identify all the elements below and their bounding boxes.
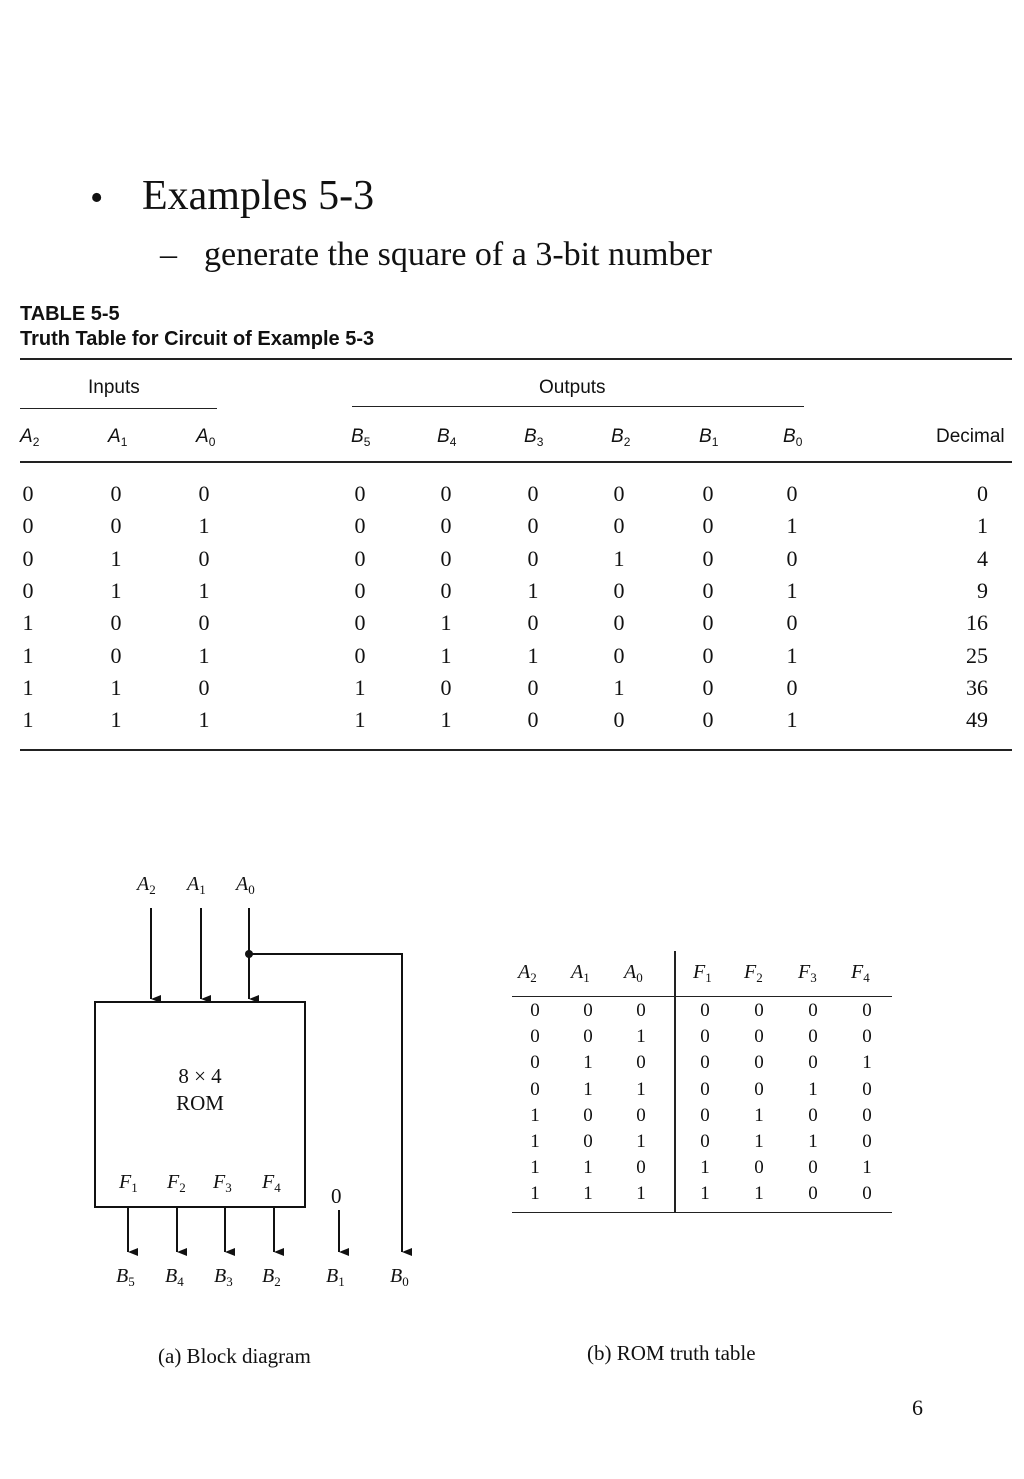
rom-output-label-f3: $F_3$ <box>213 1171 232 1195</box>
col-header-a1: $A_1$ <box>108 426 128 449</box>
rom-table-cell: 1 <box>583 1183 593 1205</box>
page-number: 6 <box>912 1395 923 1420</box>
rom-table-cell: 0 <box>754 1000 764 1021</box>
table-cell: 0 <box>440 545 452 571</box>
table-cell: 1 <box>527 577 539 603</box>
decimal-cell: 9 <box>977 577 988 603</box>
input-label-a2: $A_2$ <box>137 873 156 897</box>
table-cell: 0 <box>702 481 714 506</box>
table-cell: 1 <box>786 707 798 733</box>
rom-table-cell: 0 <box>700 1026 710 1048</box>
inputs-group-rule <box>20 408 217 409</box>
table-cell: 0 <box>702 513 714 539</box>
bullet-title: Examples 5-3 <box>142 173 375 219</box>
decimal-cell: 36 <box>966 674 988 700</box>
table-cell: 0 <box>110 481 122 506</box>
table-cell: 0 <box>702 610 714 636</box>
rom-table-cell: 0 <box>808 1157 818 1179</box>
rom-table-cell: 0 <box>700 1131 710 1152</box>
rom-table-cell: 0 <box>862 1131 872 1152</box>
rom-table-cell: 1 <box>636 1183 646 1205</box>
sub-bullet-marker: – <box>160 236 177 273</box>
rom-table-cell: 0 <box>808 1104 818 1126</box>
rom-bottom-rule <box>512 1212 892 1213</box>
rom-table-cell: 0 <box>808 1000 818 1021</box>
table-cell: 0 <box>613 513 625 539</box>
rom-table-cell: 0 <box>754 1157 764 1179</box>
decimal-cell: 4 <box>977 545 988 571</box>
rom-output-label-f2: $F_2$ <box>167 1171 186 1195</box>
table-cell: 0 <box>110 642 122 668</box>
table-cell: 1 <box>440 642 452 668</box>
rom-header-rule <box>512 996 892 997</box>
table-cell: 1 <box>354 707 366 733</box>
table-number: TABLE 5-5 <box>20 303 120 325</box>
bullet-marker: • <box>90 177 104 219</box>
table-cell: 0 <box>527 481 539 506</box>
rom-table-cell: 0 <box>530 1026 540 1048</box>
table-cell: 0 <box>22 481 34 506</box>
table-cell: 1 <box>22 610 34 636</box>
table-cell: 0 <box>786 545 798 571</box>
rom-table-cell: 0 <box>700 1078 710 1100</box>
table-bottom-rule <box>20 749 1012 751</box>
output-label-b4: $B_4$ <box>165 1265 184 1289</box>
table-cell: 0 <box>22 577 34 603</box>
decimal-cell: 49 <box>966 707 988 733</box>
table-cell: 0 <box>198 674 210 700</box>
rom-col-header-a2: $A_2$ <box>518 961 537 985</box>
inputs-group-header: Inputs <box>88 377 140 398</box>
rom-label <box>160 1063 240 1117</box>
rom-table-cell: 1 <box>862 1052 872 1074</box>
table-cell: 1 <box>354 674 366 700</box>
rom-table-cell: 0 <box>530 1052 540 1074</box>
col-header-b5: $B_5$ <box>351 426 371 449</box>
table-cell: 1 <box>110 707 122 733</box>
table-cell: 0 <box>354 513 366 539</box>
table-cell: 0 <box>702 642 714 668</box>
rom-col-header-a0: $A_0$ <box>624 961 643 985</box>
table-cell: 0 <box>702 707 714 733</box>
col-header-b2: $B_2$ <box>611 426 631 449</box>
table-caption: Truth Table for Circuit of Example 5-3 <box>20 328 375 350</box>
col-header-a0: $A_0$ <box>196 426 216 449</box>
rom-table-cell: 0 <box>700 1052 710 1074</box>
rom-col-header-a1: $A_1$ <box>571 961 590 985</box>
rom-table-cell: 1 <box>583 1157 593 1179</box>
rom-table-divider <box>674 951 676 1213</box>
table-cell: 1 <box>786 577 798 603</box>
input-label-a0: $A_0$ <box>236 873 255 897</box>
table-top-rule <box>20 358 1012 360</box>
decimal-cell: 25 <box>966 642 988 668</box>
table-cell: 0 <box>440 577 452 603</box>
col-header-b4: $B_4$ <box>437 426 457 449</box>
rom-table-cell: 1 <box>530 1157 540 1179</box>
output-label-b0: $B_0$ <box>390 1265 409 1289</box>
outputs-group-header: Outputs <box>539 377 606 398</box>
rom-table-cell: 0 <box>808 1052 818 1074</box>
table-cell: 1 <box>22 707 34 733</box>
table-cell: 1 <box>22 642 34 668</box>
table-cell: 1 <box>198 513 210 539</box>
rom-col-header-f4: $F_4$ <box>851 961 870 985</box>
rom-table-cell: 1 <box>808 1131 818 1152</box>
rom-table-cell: 0 <box>700 1000 710 1021</box>
decimal-header: Decimal <box>936 426 1005 447</box>
table-cell: 0 <box>198 610 210 636</box>
table-cell: 1 <box>613 674 625 700</box>
table-cell: 0 <box>527 610 539 636</box>
table-cell: 0 <box>613 707 625 733</box>
table-cell: 1 <box>440 610 452 636</box>
col-header-b0: $B_0$ <box>783 426 803 449</box>
table-cell: 0 <box>440 513 452 539</box>
col-header-b1: $B_1$ <box>699 426 719 449</box>
table-cell: 1 <box>527 642 539 668</box>
rom-table-cell: 1 <box>808 1078 818 1100</box>
table-cell: 0 <box>198 481 210 506</box>
table-cell: 0 <box>527 513 539 539</box>
decimal-cell: 1 <box>977 513 988 539</box>
rom-table-cell: 0 <box>862 1026 872 1048</box>
col-header-a2: $A_2$ <box>20 426 40 449</box>
rom-col-header-f2: $F_2$ <box>744 961 763 985</box>
rom-name: ROM <box>176 1091 224 1115</box>
rom-table-cell: 0 <box>583 1026 593 1048</box>
rom-table-cell: 0 <box>754 1052 764 1074</box>
block-diagram-caption: (a) Block diagram <box>158 1344 311 1368</box>
rom-output-label-f1: $F_1$ <box>119 1171 138 1195</box>
rom-table-cell: 0 <box>862 1104 872 1126</box>
table-cell: 1 <box>198 577 210 603</box>
rom-table-cell: 0 <box>862 1183 872 1205</box>
col-header-b3: $B_3$ <box>524 426 544 449</box>
rom-table-cell: 1 <box>530 1131 540 1152</box>
input-label-a1: $A_1$ <box>187 873 206 897</box>
rom-table-cell: 0 <box>754 1078 764 1100</box>
sub-bullet-text: generate the square of a 3-bit number <box>204 236 712 273</box>
rom-table-cell: 0 <box>636 1000 646 1021</box>
rom-table-cell: 0 <box>808 1183 818 1205</box>
table-cell: 1 <box>198 707 210 733</box>
rom-table-cell: 1 <box>636 1026 646 1048</box>
table-cell: 0 <box>613 610 625 636</box>
rom-col-header-f3: $F_3$ <box>798 961 817 985</box>
rom-table-cell: 0 <box>583 1000 593 1021</box>
rom-table-cell: 1 <box>530 1183 540 1205</box>
rom-table-cell: 0 <box>530 1078 540 1100</box>
table-cell: 0 <box>702 577 714 603</box>
rom-table-cell: 1 <box>862 1157 872 1179</box>
table-cell: 0 <box>110 513 122 539</box>
outputs-group-rule <box>352 406 804 407</box>
rom-table-cell: 0 <box>808 1026 818 1048</box>
table-cell: 0 <box>702 674 714 700</box>
rom-table-cell: 1 <box>754 1183 764 1205</box>
rom-table-cell: 0 <box>700 1104 710 1126</box>
table-cell: 0 <box>786 674 798 700</box>
rom-table-cell: 1 <box>700 1157 710 1179</box>
table-cell: 0 <box>354 577 366 603</box>
table-cell: 1 <box>110 545 122 571</box>
table-cell: 1 <box>110 577 122 603</box>
table-cell: 0 <box>22 545 34 571</box>
output-label-b2: $B_2$ <box>262 1265 281 1289</box>
rom-table-cell: 1 <box>636 1078 646 1100</box>
table-cell: 0 <box>22 513 34 539</box>
output-label-b5: $B_5$ <box>116 1265 135 1289</box>
rom-table-cell: 1 <box>530 1104 540 1126</box>
rom-table-cell: 0 <box>530 1000 540 1021</box>
output-label-b1: $B_1$ <box>326 1265 345 1289</box>
rom-table-cell: 1 <box>754 1104 764 1126</box>
rom-table-cell: 1 <box>636 1131 646 1152</box>
table-cell: 1 <box>22 674 34 700</box>
table-cell: 0 <box>110 610 122 636</box>
table-cell: 0 <box>613 642 625 668</box>
table-label <box>20 302 374 352</box>
table-cell: 0 <box>354 642 366 668</box>
table-cell: 0 <box>613 577 625 603</box>
rom-table-cell: 0 <box>583 1104 593 1126</box>
table-cell: 0 <box>527 545 539 571</box>
constant-zero: 0 <box>331 1184 342 1208</box>
table-cell: 0 <box>440 674 452 700</box>
table-cell: 1 <box>613 545 625 571</box>
table-cell: 0 <box>354 610 366 636</box>
rom-table-cell: 0 <box>636 1052 646 1074</box>
table-cell: 0 <box>354 545 366 571</box>
header-bottom-rule <box>20 461 1012 463</box>
rom-table-cell: 0 <box>862 1078 872 1100</box>
decimal-cell: 16 <box>966 610 988 636</box>
table-cell: 1 <box>198 642 210 668</box>
table-cell: 1 <box>110 674 122 700</box>
table-cell: 0 <box>613 481 625 506</box>
block-diagram <box>80 860 450 1310</box>
table-cell: 1 <box>440 707 452 733</box>
rom-size: 8 × 4 <box>178 1064 222 1088</box>
table-cell: 0 <box>786 610 798 636</box>
table-cell: 1 <box>786 513 798 539</box>
rom-table-cell: 0 <box>583 1131 593 1152</box>
table-cell: 0 <box>440 481 452 506</box>
output-label-b3: $B_3$ <box>214 1265 233 1289</box>
rom-table-cell: 0 <box>754 1026 764 1048</box>
rom-table-caption: (b) ROM truth table <box>587 1341 756 1365</box>
table-cell: 1 <box>786 642 798 668</box>
rom-table-cell: 0 <box>862 1000 872 1021</box>
rom-table-cell: 1 <box>754 1131 764 1152</box>
table-cell: 0 <box>527 674 539 700</box>
rom-table-cell: 0 <box>636 1104 646 1126</box>
decimal-cell: 0 <box>977 481 988 506</box>
rom-table-cell: 1 <box>583 1078 593 1100</box>
rom-col-header-f1: $F_1$ <box>693 961 712 985</box>
rom-output-label-f4: $F_4$ <box>262 1171 281 1195</box>
table-cell: 0 <box>198 545 210 571</box>
table-cell: 0 <box>354 481 366 506</box>
table-cell: 0 <box>786 481 798 506</box>
rom-table-cell: 0 <box>636 1157 646 1179</box>
table-cell: 0 <box>527 707 539 733</box>
rom-table-cell: 1 <box>700 1183 710 1205</box>
rom-table-cell: 1 <box>583 1052 593 1074</box>
table-cell: 0 <box>702 545 714 571</box>
